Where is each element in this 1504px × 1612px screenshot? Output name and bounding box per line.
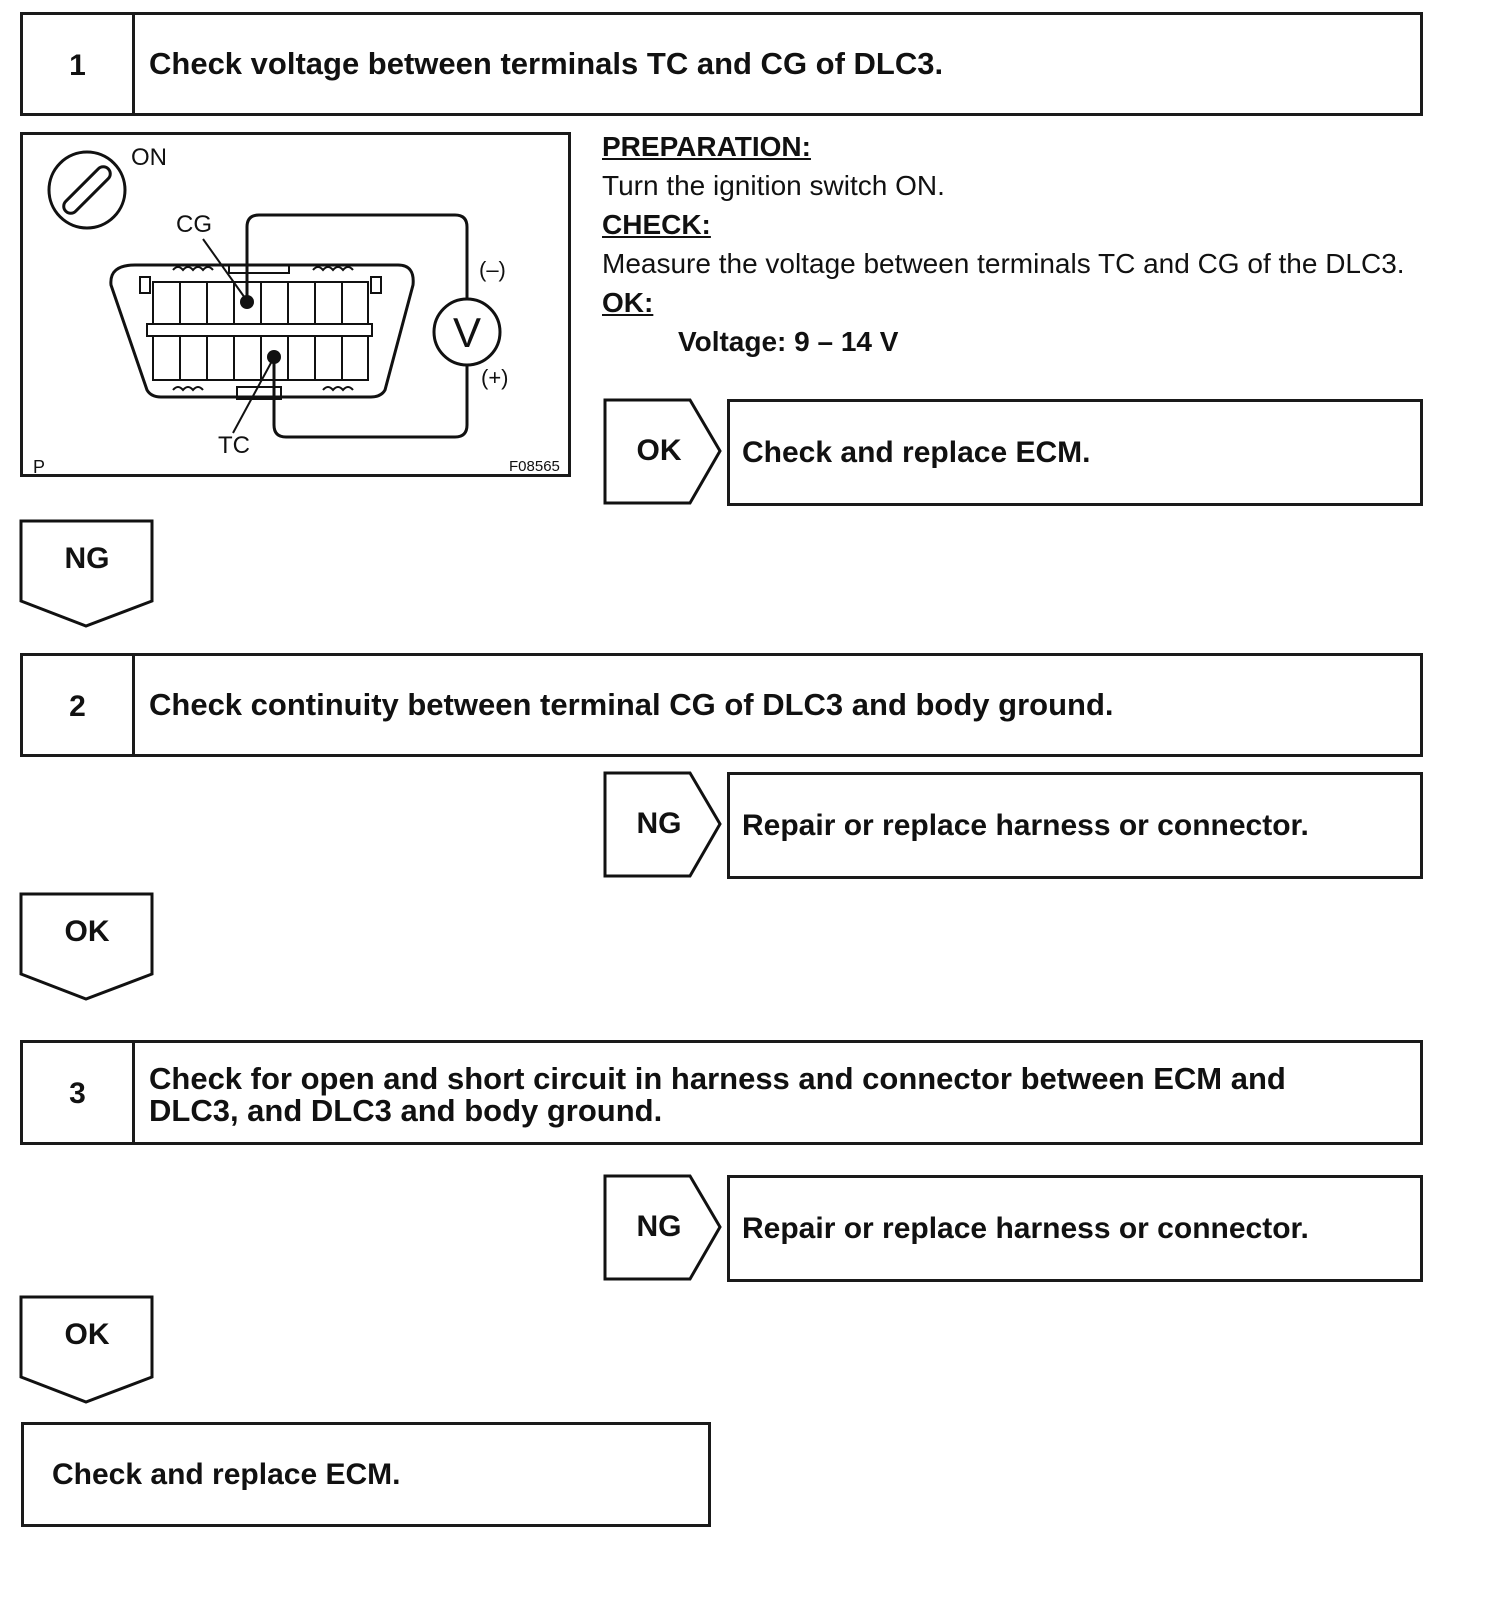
ok-heading: OK: xyxy=(602,287,654,318)
step-1-number: 1 xyxy=(23,15,135,113)
step-3-box xyxy=(20,1040,1423,1145)
branch-1-ok-action-text: Check and replace ECM. xyxy=(742,435,1091,469)
branch-3-ng-tag xyxy=(603,1174,725,1282)
branch-3-ng-action-text: Repair or replace harness or connector. xyxy=(742,1211,1309,1245)
step-3-number: 3 xyxy=(23,1043,135,1142)
branch-2-ng-action-text: Repair or replace harness or connector. xyxy=(742,808,1309,842)
check-heading: CHECK: xyxy=(602,209,711,240)
branch-3-ok-tag xyxy=(19,1295,155,1405)
branch-2-ok-label: OK xyxy=(64,915,110,948)
branch-3-ng-action xyxy=(727,1175,1423,1282)
final-action-box xyxy=(21,1422,711,1527)
ignition-switch-icon xyxy=(49,152,125,228)
branch-2-ng-label: NG xyxy=(636,807,682,840)
dlc3-diagram xyxy=(23,135,568,474)
branch-3-ok-label: OK xyxy=(64,1318,110,1351)
branch-2-ok-tag xyxy=(19,892,155,1002)
step-1-box xyxy=(20,12,1423,116)
branch-1-ng-tag xyxy=(19,519,155,629)
branch-2-ng-tag xyxy=(603,771,725,879)
branch-1-ok-action xyxy=(727,399,1423,506)
dlc3-voltage-figure xyxy=(20,132,571,477)
branch-2-ng-action xyxy=(727,772,1423,879)
preparation-text: Turn the ignition switch ON. xyxy=(602,170,945,201)
branch-1-ng-label: NG xyxy=(64,542,110,575)
corner-label-p: P xyxy=(33,457,46,474)
label-cg: CG xyxy=(176,211,212,238)
step-3-title: Check for open and short circuit in harness and connector between ECM and DLC3, and DLC3 and body ground. xyxy=(149,1061,1286,1128)
step-2-box xyxy=(20,653,1423,757)
instructions-block xyxy=(602,127,1422,361)
preparation-heading: PREPARATION: xyxy=(602,131,811,162)
voltmeter-icon xyxy=(434,299,500,365)
step-2-number: 2 xyxy=(23,656,135,754)
figure-code: F08565 xyxy=(509,458,560,474)
label-minus: (–) xyxy=(479,257,506,282)
label-on: ON xyxy=(131,144,167,171)
final-action-text: Check and replace ECM. xyxy=(52,1457,401,1491)
step-1-title: Check voltage between terminals TC and CG of DLC3. xyxy=(149,46,944,81)
label-tc: TC xyxy=(218,432,250,459)
check-text: Measure the voltage between terminals TC and CG of the DLC3. xyxy=(602,248,1405,279)
branch-3-ng-label: NG xyxy=(636,1210,682,1243)
branch-1-ok-label: OK xyxy=(636,434,682,467)
step-2-title: Check continuity between terminal CG of DLC3 and body ground. xyxy=(149,687,1114,722)
ok-spec: Voltage: 9 – 14 V xyxy=(678,326,899,357)
voltmeter-label: V xyxy=(452,309,482,356)
branch-1-ok-tag xyxy=(603,398,725,506)
label-plus: (+) xyxy=(481,365,509,390)
